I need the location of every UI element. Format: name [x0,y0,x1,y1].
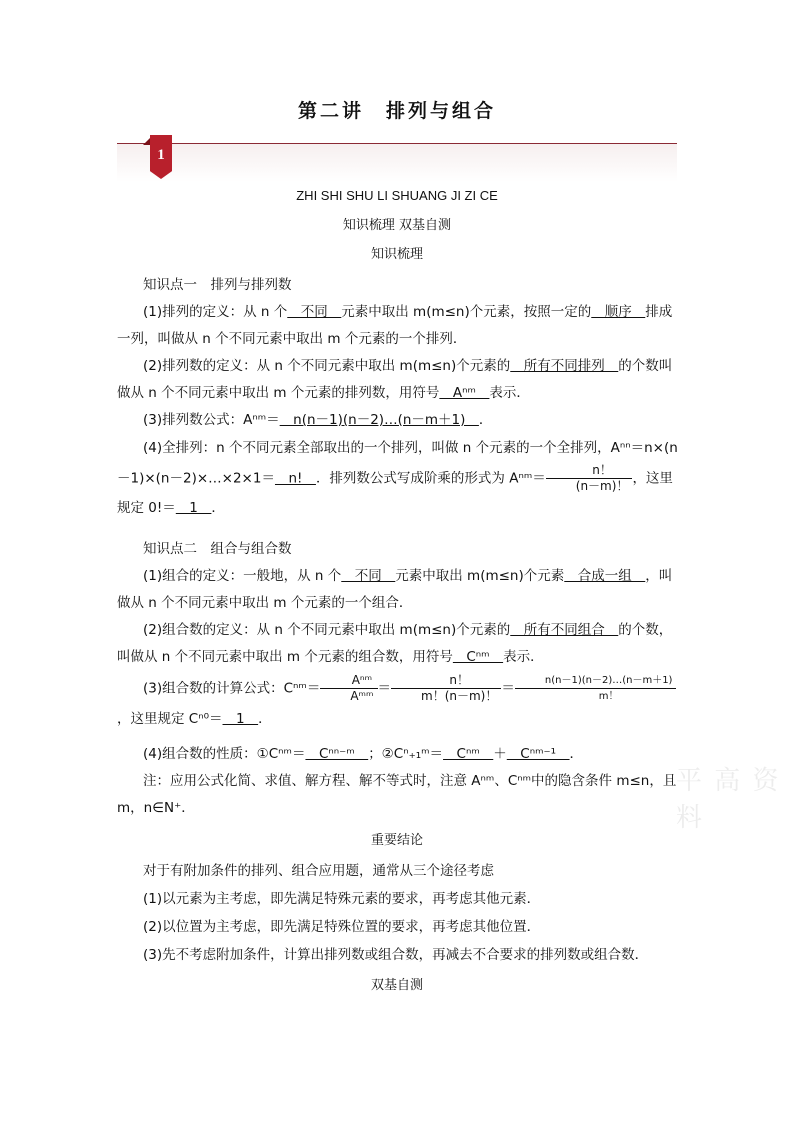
kp1-p1 [117,299,679,353]
text: ；②Cⁿ₊₁ᵐ＝ [368,746,444,762]
answer-blank: 1 [175,500,212,516]
text: 排成一列，叫做从 n 个不同元素中取出 m 个元素的一个排列． [117,304,673,347]
pinyin-heading: ZHI SHI SHU LI SHUANG JI ZI CE [296,188,498,203]
text: ． [478,412,493,428]
text: ．排列数公式写成阶乘的形式为 Aⁿᵐ＝ [315,470,546,487]
subheading-conclusion: 重要结论 [370,833,423,848]
kp1-p2 [117,353,679,407]
text: 表示． [503,649,544,665]
fraction [320,673,377,704]
subheading-knowledge: 知识梳理 [370,247,423,262]
text: 的个数，叫做从 n 个不同元素中取出 m 个元素的组合数，用符号 [117,622,673,665]
text: (3)组合数的计算公式：Cⁿᵐ＝ [143,680,321,697]
text: (4)组合数的性质：①Cⁿᵐ＝ [143,746,306,762]
conclusion-item: (3)先不考虑附加条件，计算出排列数或组合数，再减去不合要求的排列数或组合数． [143,947,649,963]
kp2-p3 [117,673,679,734]
answer-blank: 不同 [341,568,396,584]
answer-blank: n(n－1)(n－2)…(n－m＋1) [279,412,479,428]
answer-blank: n! [274,470,316,487]
conclusion-item: (1)以元素为主考虑，即先满足特殊元素的要求，再考虑其他元素． [143,891,541,907]
text: (4)全排列：n 个不同元素全部取出的一个排列，叫做 n 个元素的一个全排列，Aⁿⁿ＝n×(n－1)×(n－2)×…×2×1＝ [117,440,678,487]
section-number: 1 [157,147,165,163]
text: ． [258,711,272,727]
kp1-heading: 知识点一 排列与排列数 [143,277,292,293]
text: ，这里规定 Cⁿ⁰＝ [117,711,223,727]
kp1-p3 [117,407,679,434]
numerator: n！ [546,463,633,479]
denominator: (n－m)！ [575,479,629,493]
text: ＋ [493,746,507,762]
kp2-p4 [117,741,679,768]
answer-blank: 所有不同排列 [510,358,619,374]
denominator: m！(n－m)！ [421,689,498,703]
ribbon-fold [143,137,151,145]
answer-blank: Aⁿᵐ [439,385,490,401]
text: (2)排列数的定义：从 n 个不同元素中取出 m(m≤n)个元素的 [143,358,511,374]
text: ，叫做从 n 个不同元素中取出 m 个元素的一个组合． [117,568,673,611]
subheading-selftest: 双基自测 [370,978,423,993]
text: 元素中取出 m(m≤n)个元素 [395,568,565,584]
text: ＝ [377,680,392,697]
numerator: Aⁿᵐ [320,673,377,689]
answer-blank: 所有不同组合 [510,622,619,638]
answer-blank: Cⁿᵐ [452,649,504,665]
section-band [117,143,677,182]
answer-blank: 顺序 [591,304,646,320]
conclusion-intro: 对于有附加条件的排列、组合应用题，通常从三个途径考虑 [143,863,494,879]
answer-blank: 合成一组 [564,568,646,584]
section-label: 知识梳理 双基自测 [342,218,452,233]
fraction [391,673,501,704]
watermark: 平 高 资 料 [676,766,781,833]
answer-blank: 不同 [287,304,342,320]
text: (3)排列数公式：Aⁿᵐ＝ [143,412,280,428]
text: ＝ [501,680,515,697]
text: (1)排列的定义：从 n 个 [143,304,288,320]
kp1-p4 [117,434,679,523]
answer-blank: Cⁿᵐ [443,746,494,762]
numerator: n！ [391,673,501,689]
answer-blank: 1 [222,711,259,727]
text: (2)组合数的定义：从 n 个不同元素中取出 m(m≤n)个元素的 [143,622,511,638]
answer-blank: Cⁿᵐ⁻¹ [506,746,570,762]
page-title: 第二讲 排列与组合 [297,100,496,122]
kp2-p1 [117,563,679,617]
kp2-heading: 知识点二 组合与组合数 [143,541,292,557]
conclusion-item: (2)以位置为主考虑，即先满足特殊位置的要求，再考虑其他位置． [143,919,541,935]
denominator: Aᵐᵐ [350,689,374,703]
text: ，这里规定 0!＝ [117,470,673,516]
numerator: n(n－1)(n－2)…(n－m＋1) [515,673,677,689]
text: ． [211,500,225,516]
denominator: m！ [598,691,619,702]
fraction [515,673,677,704]
text: 元素中取出 m(m≤n)个元素，按照一定的 [341,304,592,320]
kp2-note: 注：应用公式化简、求值、解方程、解不等式时，注意 Aⁿᵐ、Cⁿᵐ中的隐含条件 m≤n，且 m，n∈N⁺． [117,773,677,816]
answer-blank: Cⁿⁿ⁻ᵐ [305,746,369,762]
text: ． [569,746,584,762]
text: 的个数叫做从 n 个不同元素中取出 m 个元素的排列数，用符号 [117,358,673,401]
text: (1)组合的定义：一般地，从 n 个 [143,568,342,584]
kp2-p2 [117,617,679,671]
text: 表示． [489,385,530,401]
fraction [546,463,633,494]
